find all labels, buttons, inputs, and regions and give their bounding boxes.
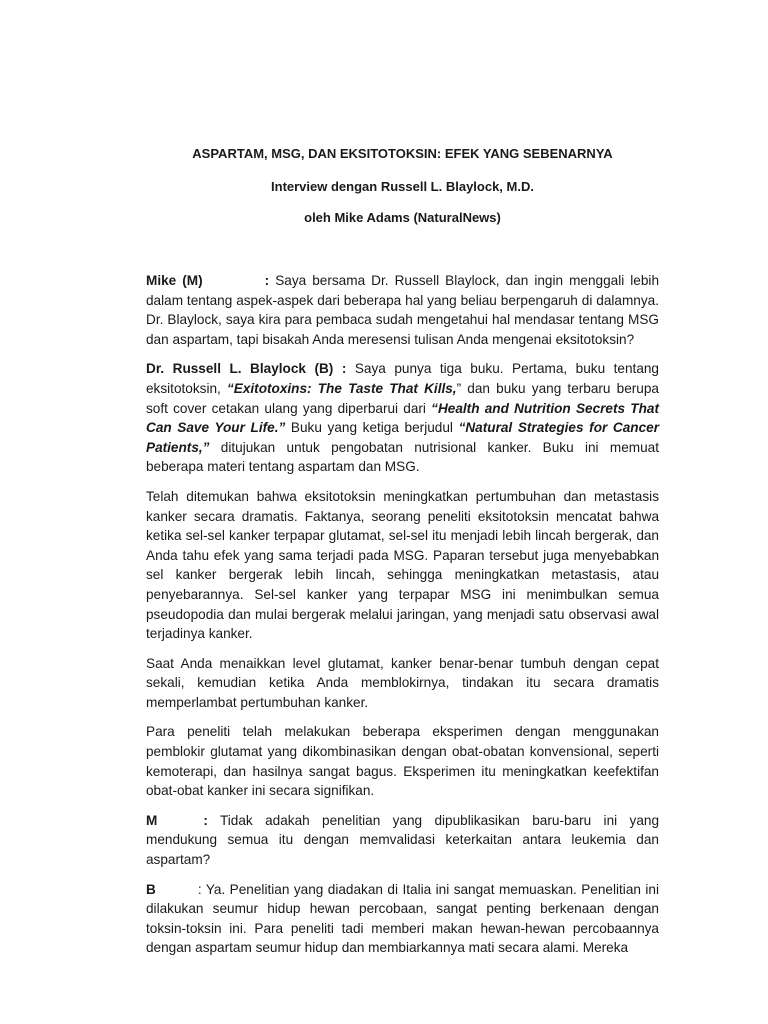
speaker-label: Mike (M) <box>146 273 203 288</box>
document-byline: oleh Mike Adams (NaturalNews) <box>304 210 501 225</box>
speaker-label: B <box>146 881 156 897</box>
document-title: ASPARTAM, MSG, DAN EKSITOTOKSIN: EFEK YANG SEBENARNYA <box>192 146 613 161</box>
paragraph-6 <box>146 811 659 870</box>
paragraph-5: Para peneliti telah melakukan beberapa eksperimen dengan menggunakan pemblokir glutamat yang dikombinasikan dengan obat-obatan konvensional, seperti kemoterapi, dan hasilnya sangat bagus. Eksperimen itu meningkatkan keefektifan obat-obat kanker ini secara signifikan. <box>146 724 659 799</box>
paragraph-text: ditujukan untuk pengobatan nutrisional kanker. Buku ini memuat beberapa materi tentang aspartam dan MSG. <box>146 439 660 475</box>
document-subtitle: Interview dengan Russell L. Blaylock, M.D. <box>271 179 534 194</box>
paragraph-text: Buku yang ketiga berjudul <box>290 420 453 436</box>
paragraph-7 <box>146 880 659 958</box>
book-title: “Health and Nutrition Secrets That Can Save Your Life.” <box>146 400 659 436</box>
speaker-colon: : <box>197 881 202 897</box>
paragraph-3: Telah ditemukan bahwa eksitotoksin meningkatkan pertumbuhan dan metastasis kanker secara dramatis. Faktanya, seorang peneliti eksitotoksin mencatat bahwa ketika sel-sel kanker terpapar glutamat, sel-sel itu menjadi lebih lincah bergerak, dan Anda tahu efek yang sama terjadi pada MSG. Paparan tersebut juga menyebabkan sel kanker bergerak lebih lincah, sehingga meningkatkan metastasis, atau penyebarannya. Sel-sel kanker yang terpapar MSG ini menimbulkan semua pseudopodia dan mulai bergerak melalui jaringan, yang menjadi satu observasi awal terjadinya kanker. <box>146 488 659 642</box>
paragraph-text: Saya bersama Dr. Russell Blaylock, dan ingin menggali lebih dalam tentang aspek-aspek dari beberapa hal yang beliau berpengaruh di dalamnya. Dr. Blaylock, saya kira para pembaca sudah mengetahui hal mendasar tentang MSG dan aspartam, tapi bisakah Anda meresensi tulisan Anda mengenai eksitotoksin? <box>146 273 660 347</box>
document-body <box>146 271 659 958</box>
speaker-label: Dr. Russell L. Blaylock (B) <box>146 361 334 377</box>
paragraph-text: Ya. Penelitian yang diadakan di Italia ini sangat memuaskan. Penelitian ini dilakukan seumur hidup hewan percobaan, sangat penting berkenaan dengan toksin-toksin ini. Para peneliti tadi memberi makan hewan-hewan percobaannya dengan aspartam seumur hidup dan membiarkannya mati secara alami. Mereka <box>146 881 660 956</box>
speaker-colon: : <box>341 361 347 377</box>
paragraph-text: Tidak adakah penelitian yang dipublikasikan baru-baru ini yang mendukung semua itu dengan memvalidasi keterkaitan antara leukemia dan aspartam? <box>146 812 659 868</box>
paragraph-1 <box>146 271 659 349</box>
paragraph-text: Saya punya tiga buku. Pertama, buku tentang eksitotoksin, <box>146 361 659 396</box>
paragraph-text: ” dan buku yang terbaru berupa soft cover cetakan ulang yang diperbarui dari <box>146 380 659 416</box>
speaker-label: M <box>146 812 158 828</box>
paragraph-4: Saat Anda menaikkan level glutamat, kanker benar-benar tumbuh dengan cepat sekali, kemudian ketika Anda memblokirnya, tindakan itu secara dramatis memperlambat pertumbuhan kanker. <box>146 655 659 710</box>
speaker-colon: : <box>203 812 208 828</box>
speaker-colon: : <box>264 273 270 288</box>
paragraph-2 <box>146 359 659 477</box>
book-title: “Exitotoxins: The Taste That Kills, <box>226 380 457 396</box>
book-title: “Natural Strategies for Cancer Patients,” <box>146 420 660 455</box>
